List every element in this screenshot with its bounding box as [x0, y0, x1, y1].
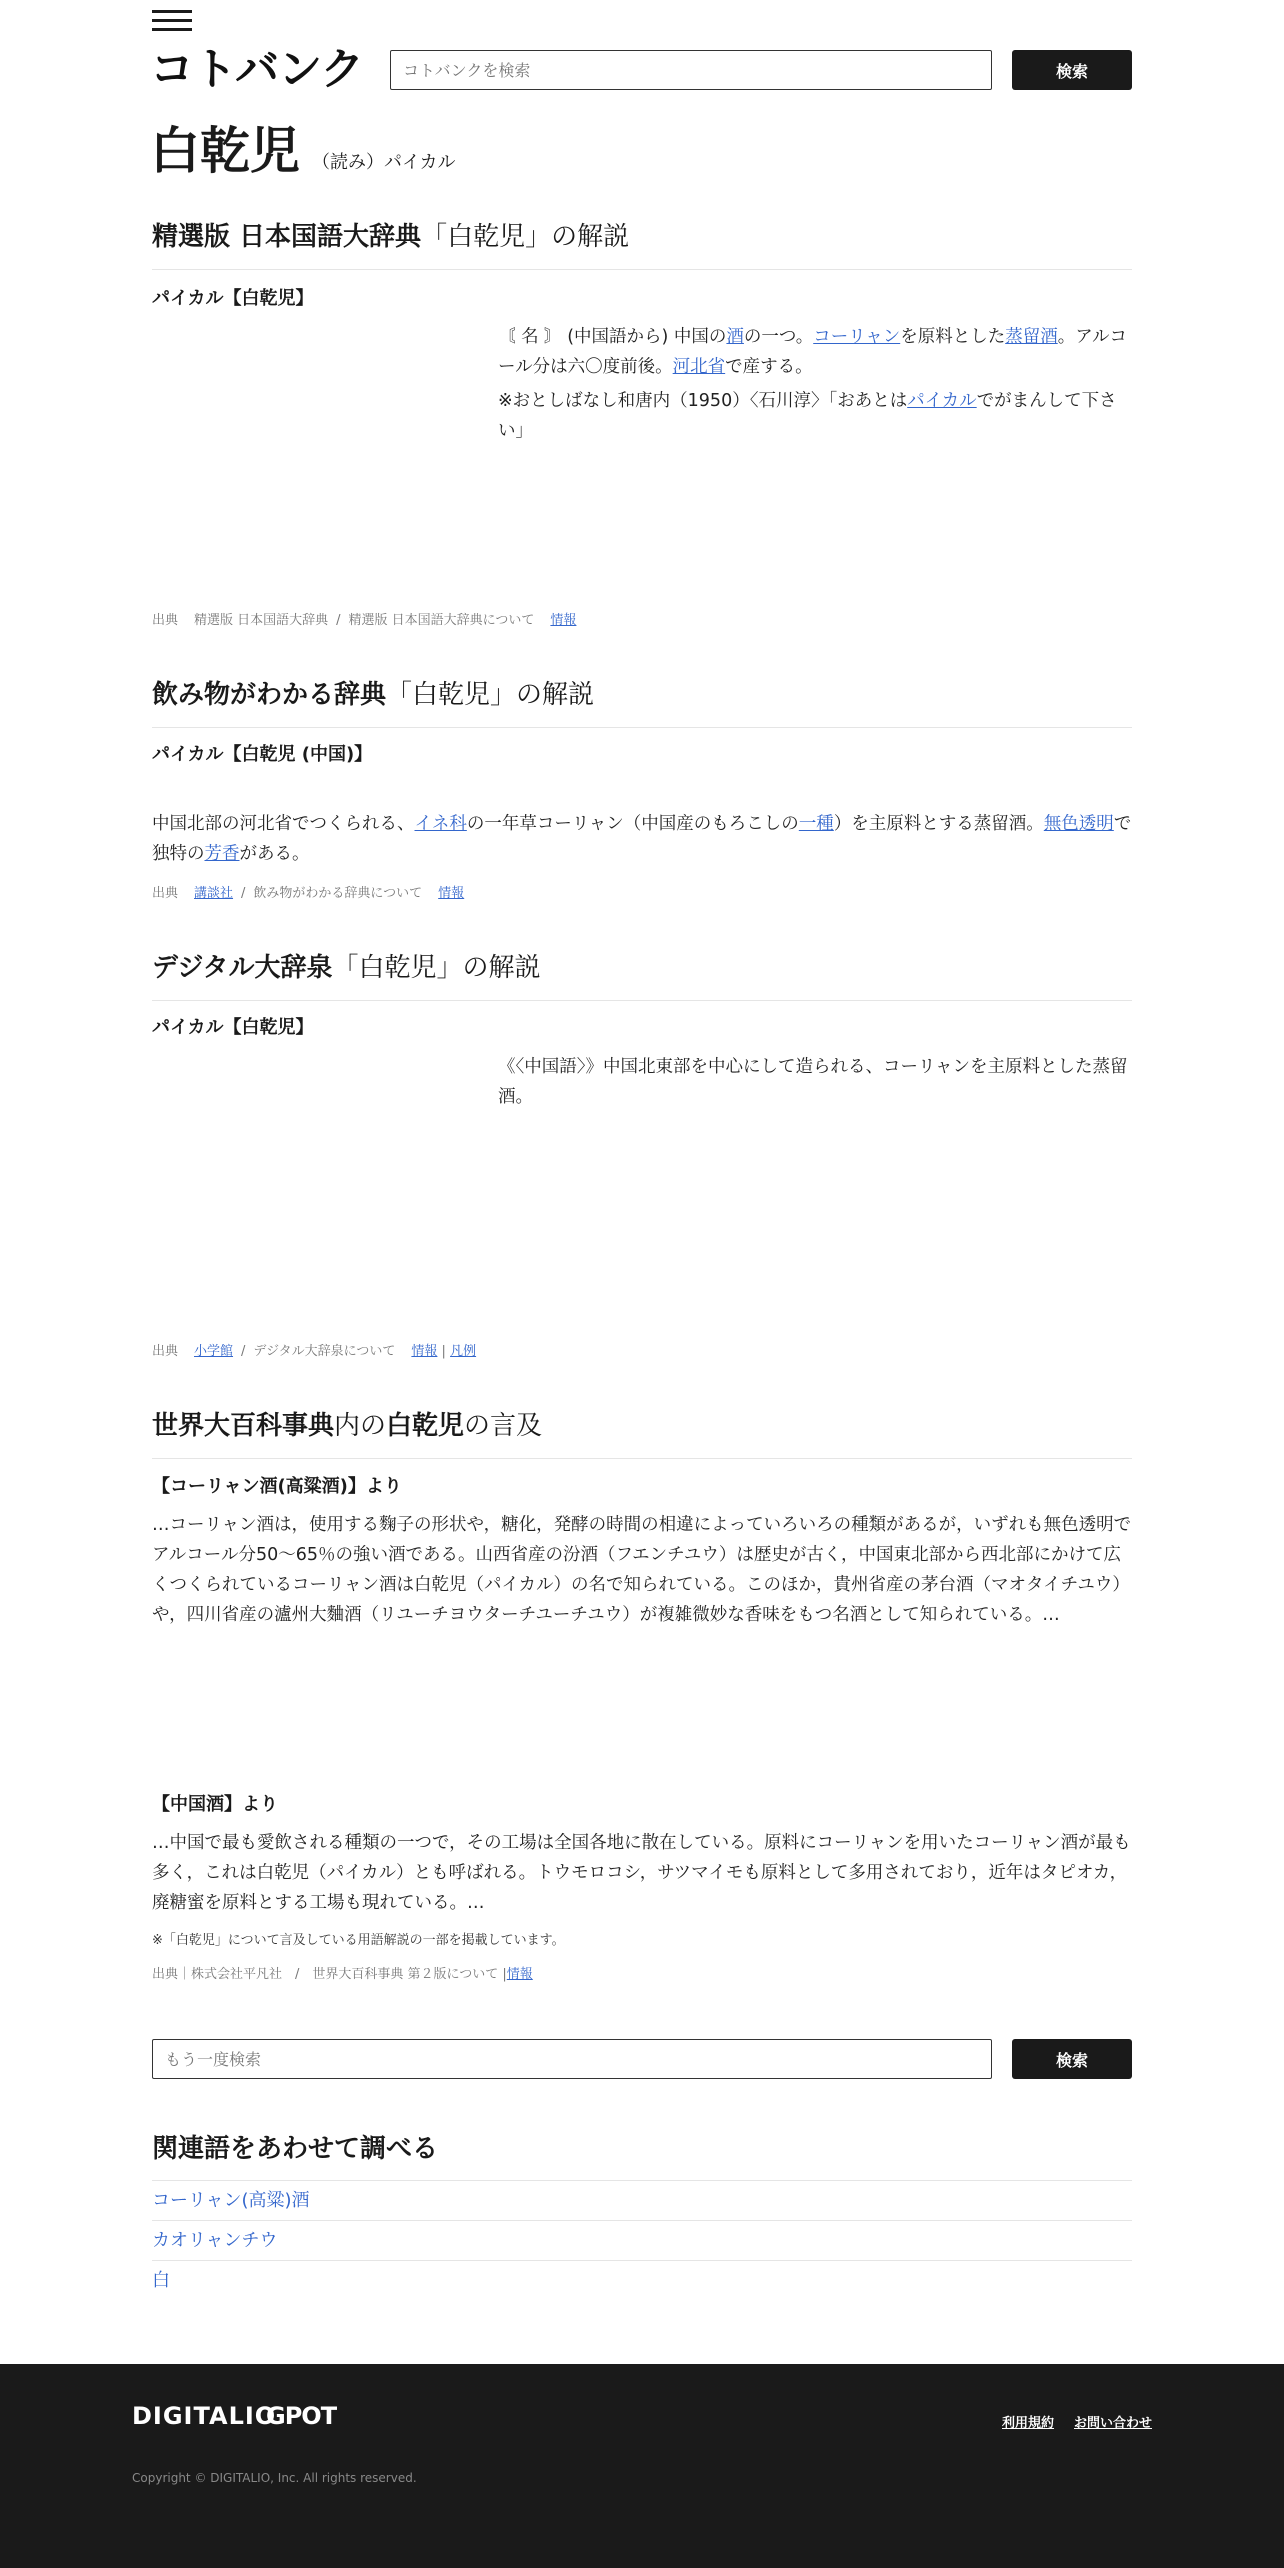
- source-about: 精選版 日本国語大辞典について: [348, 613, 535, 628]
- citation-text: [498, 386, 1132, 446]
- search-again-input[interactable]: [152, 2039, 992, 2079]
- dict-name: 飲み物がわかる辞典: [152, 680, 387, 710]
- dict-name: 世界大百科事典: [152, 1411, 335, 1441]
- text: でがまんして下さい」: [498, 391, 1117, 441]
- link-mushoku[interactable]: 無色透明: [1043, 814, 1114, 834]
- definition-text: [498, 322, 1132, 382]
- source-line: 出典 精選版 日本国語大辞典 / 精選版 日本国語大辞典について 情報: [152, 613, 577, 628]
- source-label: 出典: [152, 886, 179, 901]
- source-info-link[interactable]: 情報: [506, 1967, 533, 1982]
- text: がある。: [239, 844, 310, 864]
- mention-heading: 【中国酒】より: [152, 1794, 278, 1815]
- source-info-link[interactable]: 情報: [438, 886, 465, 901]
- mention-text: …コーリャン酒は，使用する麴子の形状や，糖化，発酵の時間の相違によっていろいろの種類があるが，いずれも無色透明でアルコール分50～65％の強い酒である。山西省産の汾酒（フエンチユウ）は歴史が古く，中国東北部から西北部にかけて広くつくられているコーリャン酒は白乾児（パイカル）の名で知られている。このほか，貴州省産の茅台酒（マオタイチユウ）や，四川省産の瀘州大麯酒（リユーチヨウターチユーチユウ）が複雑微妙な香味をもつ名酒として知られている。…: [152, 1515, 1132, 1625]
- source-publisher-link[interactable]: 小学館: [194, 1344, 234, 1359]
- link-isshu[interactable]: 一種: [798, 814, 834, 834]
- link-jouryuushu[interactable]: 蒸留酒: [1005, 327, 1058, 347]
- source-text: 出典｜株式会社平凡社 / 世界大百科事典 第２版について |: [152, 1967, 507, 1982]
- heading-suffix: 「白乾児」の解説: [421, 222, 630, 252]
- search-again-button[interactable]: 検索: [1012, 2039, 1132, 2079]
- heading-mid: 内の: [334, 1411, 387, 1441]
- text: 。アルコール分は六〇度前後。: [498, 327, 1128, 377]
- source-label: 出典: [152, 613, 179, 628]
- search-input[interactable]: [390, 50, 992, 90]
- text: 中国北部の河北省でつくられる、: [152, 814, 415, 834]
- heading-suffix: の言及: [464, 1411, 543, 1441]
- entry-heading: パイカル【白乾児】: [152, 288, 314, 309]
- source-line: [152, 1965, 533, 1985]
- text: の一年草コーリャン（中国産のもろこしの: [466, 814, 799, 834]
- mention-text: …中国で最も愛飲される種類の一つで，その工場は全国各地に散在している。原料にコーリャンを用いたコーリャン酒が最も多く，これは白乾児（パイカル）とも呼ばれる。トウモロコシ，サツマイモも原料として多用されており，近年はタピオカ，廃糖蜜を原料とする工場も現れている。…: [152, 1833, 1131, 1913]
- link-paikaru[interactable]: パイカル: [907, 391, 977, 411]
- dict-name: 精選版 日本国語大辞典: [152, 222, 422, 252]
- page-title: 白乾児: [150, 122, 300, 180]
- menu-icon[interactable]: [152, 10, 192, 32]
- link-ine[interactable]: イネ科: [414, 814, 467, 834]
- text: で独特の: [152, 814, 1132, 864]
- section-heading-nomimono: [152, 677, 1132, 728]
- footer: [0, 2364, 1284, 2568]
- entry-heading: パイカル【白乾児 (中国)】: [152, 744, 373, 765]
- related-item[interactable]: コーリャン(高粱)酒: [152, 2180, 1132, 2220]
- digitalio-logo[interactable]: DIGITALIO: [132, 2402, 277, 2430]
- source-line: 出典 講談社 / 飲み物がわかる辞典について 情報: [152, 886, 465, 901]
- source-name: 精選版 日本国語大辞典: [194, 613, 329, 628]
- section-heading-daijisen: [152, 950, 1132, 1001]
- source-legend-link[interactable]: 凡例: [450, 1344, 477, 1359]
- mention-heading: 【コーリャン酒(高粱酒)】より: [152, 1476, 402, 1497]
- text: 〘 名 〙 (中国語から) 中国の: [498, 327, 727, 347]
- link-kouryan[interactable]: コーリャン: [813, 327, 901, 347]
- link-kahokushou[interactable]: 河北省: [672, 357, 726, 377]
- section-heading-seisenban: [152, 219, 1132, 270]
- definition-text: [152, 809, 1132, 869]
- definition-text: 《〈中国語〉》中国北東部を中心にして造られる、コーリャンを主原料とした蒸留酒。: [498, 1057, 1128, 1107]
- reading: （読み）パイカル: [312, 152, 456, 173]
- section-heading-hyakka: [152, 1408, 1132, 1459]
- entry-heading: パイカル【白乾児】: [152, 1017, 314, 1038]
- text: ）を主原料とする蒸留酒。: [833, 814, 1044, 834]
- link-sake[interactable]: 酒: [726, 327, 744, 347]
- gpot-logo[interactable]: GPOT: [266, 2402, 337, 2430]
- dict-name: デジタル大辞泉: [152, 953, 333, 983]
- site-logo[interactable]: コトバンク: [150, 44, 364, 95]
- contact-link[interactable]: お問い合わせ: [1074, 2416, 1153, 2431]
- source-info-link[interactable]: 情報: [411, 1344, 438, 1359]
- source-info-link[interactable]: 情報: [550, 613, 577, 628]
- text: を原料とした: [900, 327, 1006, 347]
- text: ※おとしばなし和唐内（1950）〈石川淳〉「おあとは: [498, 391, 908, 411]
- search-button[interactable]: 検索: [1012, 50, 1132, 90]
- source-about: 飲み物がわかる辞典について: [253, 886, 423, 901]
- source-label: 出典: [152, 1344, 179, 1359]
- heading-suffix: 「白乾児」の解説: [386, 680, 595, 710]
- text: の一つ。: [743, 327, 814, 347]
- link-houkou[interactable]: 芳香: [204, 844, 240, 864]
- related-item[interactable]: カオリャンチウ: [152, 2220, 1132, 2260]
- source-line: 出典 小学館 / デジタル大辞泉について 情報 | 凡例: [152, 1344, 477, 1359]
- copyright: Copyright © DIGITALIO, Inc. All rights reserved.: [132, 2471, 417, 2485]
- terms-link[interactable]: 利用規約: [1002, 2416, 1055, 2431]
- source-publisher-link[interactable]: 講談社: [194, 886, 234, 901]
- related-item[interactable]: 白: [152, 2260, 1132, 2300]
- heading-suffix: 「白乾児」の解説: [332, 953, 541, 983]
- text: で産する。: [725, 357, 813, 377]
- related-heading: 関連語をあわせて調べる: [152, 2134, 439, 2164]
- heading-word: 白乾児: [386, 1411, 465, 1441]
- mention-note: ※「白乾児」について言及している用語解説の一部を掲載しています。: [152, 1933, 565, 1948]
- source-about: デジタル大辞泉について: [253, 1344, 396, 1359]
